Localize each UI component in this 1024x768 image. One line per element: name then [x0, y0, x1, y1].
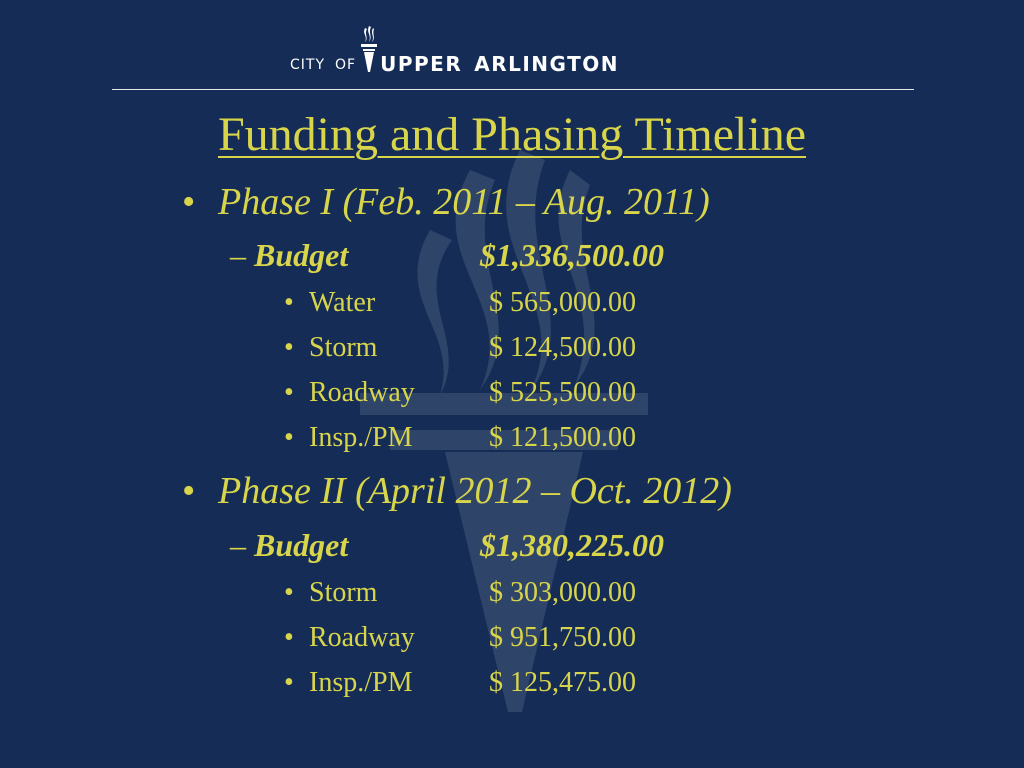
logo-name-arlington: ARLINGTON — [474, 52, 619, 76]
line-item-value: $ 125,475.00 — [489, 667, 636, 698]
logo-city-text: CITY — [290, 57, 326, 73]
line-item-value: $ 951,750.00 — [489, 622, 636, 653]
dash-icon: – — [230, 237, 246, 273]
bullet-icon: • — [284, 667, 294, 698]
line-item — [284, 377, 636, 409]
line-item-value: $ 121,500.00 — [489, 422, 636, 453]
torch-icon — [358, 26, 380, 76]
budget-row — [230, 237, 664, 274]
budget-label: Budget — [254, 237, 349, 273]
phase-heading — [182, 469, 732, 513]
phase-heading-text: Phase II (April 2012 – Oct. 2012) — [218, 470, 732, 512]
line-item — [284, 577, 636, 609]
phase-heading-text: Phase I (Feb. 2011 – Aug. 2011) — [218, 181, 710, 223]
line-item-label: Insp./PM — [309, 422, 413, 453]
budget-value: $1,380,225.00 — [480, 527, 664, 563]
line-item-value: $ 525,500.00 — [489, 377, 636, 408]
budget-row — [230, 527, 664, 564]
logo-name-upper: UPPER — [380, 52, 463, 76]
budget-label: Budget — [254, 527, 349, 563]
line-item-value: $ 303,000.00 — [489, 577, 636, 608]
dash-icon: – — [230, 527, 246, 563]
header-logo-area — [0, 30, 1024, 80]
line-item — [284, 332, 636, 364]
line-item-value: $ 124,500.00 — [489, 332, 636, 363]
line-item-label: Insp./PM — [309, 667, 413, 698]
line-item — [284, 667, 636, 699]
budget-value: $1,336,500.00 — [480, 237, 664, 273]
line-item-value: $ 565,000.00 — [489, 287, 636, 318]
bullet-icon: • — [284, 622, 294, 653]
line-item-label: Storm — [309, 577, 378, 608]
bullet-icon: • — [284, 287, 294, 318]
line-item-label: Storm — [309, 332, 378, 363]
bullet-icon: • — [284, 422, 294, 453]
header-divider — [112, 89, 914, 90]
slide-title: Funding and Phasing Timeline — [217, 108, 807, 161]
city-logo — [290, 48, 619, 76]
phase-heading — [182, 180, 710, 224]
bullet-icon: • — [182, 470, 196, 512]
bullet-icon: • — [284, 332, 294, 363]
bullet-icon: • — [284, 377, 294, 408]
line-item — [284, 287, 636, 319]
line-item-label: Roadway — [309, 377, 415, 408]
logo-of-text: OF — [335, 57, 357, 73]
line-item — [284, 622, 636, 654]
line-item-label: Roadway — [309, 622, 415, 653]
bullet-icon: • — [182, 181, 196, 223]
bullet-icon: • — [284, 577, 294, 608]
line-item-label: Water — [309, 287, 376, 318]
line-item — [284, 422, 636, 454]
